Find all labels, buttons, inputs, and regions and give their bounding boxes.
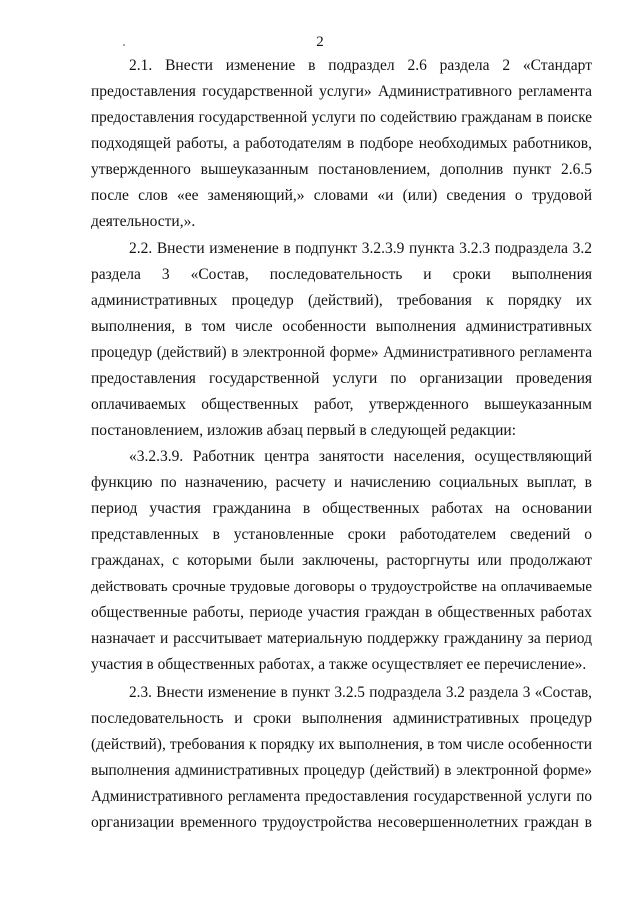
text-line: после слов «ее заменяющий,» словами «и (или) сведения о трудовой (91, 187, 592, 204)
text-line: предоставления государственной услуги» Административного регламента (91, 83, 592, 100)
text-line: организации временного трудоустройства несовершеннолетних граждан в (91, 814, 592, 831)
text-line: подходящей работы, а работодателям в подборе необходимых работников, (91, 135, 592, 152)
text-line: деятельности,». (91, 213, 196, 230)
page-number: 2 (316, 34, 324, 50)
text-line: «3.2.3.9. Работник центра занятости населения, осуществляющий (129, 448, 592, 465)
text-line: 2.1. Внести изменение в подраздел 2.6 раздела 2 «Стандарт (129, 57, 592, 74)
text-line: 2.3. Внести изменение в пункт 3.2.5 подраздела 3.2 раздела 3 «Состав, (129, 684, 592, 701)
text-line: участия в общественных работах, а также осуществляет ее перечисление». (91, 656, 587, 673)
text-line: 2.2. Внести изменение в подпункт 3.2.3.9 пункта 3.2.3 подраздела 3.2 (129, 240, 592, 257)
text-line: административных процедур (действий), требования к порядку их (91, 292, 592, 309)
text-line: утвержденного вышеуказанным постановлением, дополнив пункт 2.6.5 (91, 161, 592, 178)
text-line: предоставления государственной услуги по организации проведения (91, 370, 592, 387)
text-line: период участия гражданина в общественных работах на основании (91, 500, 592, 517)
text-line: функцию по назначению, расчету и начислению социальных выплат, в (91, 474, 592, 491)
text-line: назначает и рассчитывает материальную поддержку гражданину за период (91, 630, 592, 647)
text-line: общественные работы, периоде участия граждан в общественных работах (91, 604, 592, 621)
text-line: последовательность и сроки выполнения административных процедур (91, 710, 592, 727)
text-line: действовать срочные трудовые договоры о трудоустройстве на оплачиваемые (91, 579, 592, 595)
text-line: Административного регламента предоставления государственной услуги по (91, 788, 592, 805)
text-line: гражданах, с которыми были заключены, расторгнуты или продолжают (91, 552, 592, 569)
text-line: предоставления государственной услуги по содействию гражданам в поиске (91, 109, 592, 126)
text-line: (действий), требования к порядку их выполнения, в том числе особенности (91, 736, 592, 753)
text-line: представленных в установленные сроки работодателем сведений о (91, 526, 592, 543)
text-line: постановлением, изложив абзац первый в следующей редакции: (91, 422, 517, 439)
text-line: процедур (действий) в электронной форме» Административного регламента (91, 344, 592, 361)
text-line: выполнения, в том числе особенности выполнения административных (91, 318, 592, 335)
text-line: оплачиваемых общественных работ, утвержденного вышеуказанным (91, 396, 592, 413)
text-line: раздела 3 «Состав, последовательность и сроки выполнения (91, 266, 592, 283)
text-line: выполнения административных процедур (действий) в электронной форме» (91, 762, 592, 779)
